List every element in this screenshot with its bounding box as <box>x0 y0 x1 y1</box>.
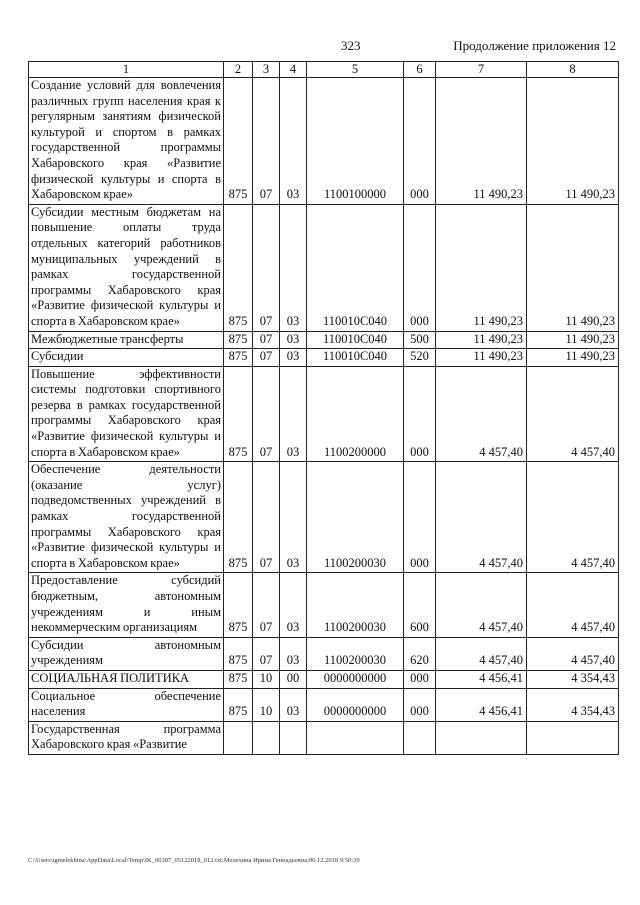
column-header: 1 <box>29 62 224 78</box>
column-header: 7 <box>436 62 527 78</box>
page-number: 323 <box>341 38 361 53</box>
amount-cell: 11 490,23 <box>527 349 619 367</box>
header-row <box>29 62 619 78</box>
target-article-cell: 1100200030 <box>307 462 404 573</box>
subsection-cell: 03 <box>280 349 307 367</box>
expense-type-cell <box>404 721 436 754</box>
expense-type-cell: 000 <box>404 688 436 721</box>
row-name-cell: СОЦИАЛЬНАЯ ПОЛИТИКА <box>29 670 224 688</box>
target-article-cell: 110010С040 <box>307 204 404 331</box>
amount-cell: 4 457,40 <box>436 462 527 573</box>
table-row <box>29 331 619 349</box>
amount-cell: 11 490,23 <box>436 349 527 367</box>
amount-cell <box>436 721 527 754</box>
table-row <box>29 366 619 462</box>
target-article-cell: 1100100000 <box>307 78 404 205</box>
row-name-cell: Социальное обеспечение населения <box>29 688 224 721</box>
grbs-cell: 875 <box>224 331 253 349</box>
table-row <box>29 462 619 573</box>
grbs-cell: 875 <box>224 637 253 670</box>
target-article-cell: 110010С040 <box>307 349 404 367</box>
amount-cell: 4 456,41 <box>436 688 527 721</box>
row-name-cell: Субсидии местным бюджетам на повышение оплаты труда отдельных категорий работников муниципальных учреждений в рамках государственной программы Хабаровского края «Развитие физической культуры и спорта в Хабаровском крае» <box>29 204 224 331</box>
subsection-cell: 00 <box>280 670 307 688</box>
section-cell: 07 <box>253 204 280 331</box>
target-article-cell: 1100200000 <box>307 366 404 462</box>
target-article-cell: 1100200030 <box>307 637 404 670</box>
footer-file-path: C:\Users\igmelekhina\AppData\Local\Temp\IK_00387_05122018_012.txt;Мелехина Ирина Геннадьевна;06.12.2018 9:50:39 <box>28 857 360 864</box>
row-name-cell: Межбюджетные трансферты <box>29 331 224 349</box>
expense-type-cell: 520 <box>404 349 436 367</box>
table-row <box>29 688 619 721</box>
section-cell: 07 <box>253 366 280 462</box>
amount-cell: 11 490,23 <box>436 204 527 331</box>
subsection-cell: 03 <box>280 331 307 349</box>
amount-cell: 4 457,40 <box>436 637 527 670</box>
section-cell: 07 <box>253 637 280 670</box>
amount-cell: 4 354,43 <box>527 670 619 688</box>
amount-cell: 4 457,40 <box>436 366 527 462</box>
expense-type-cell: 600 <box>404 573 436 637</box>
expense-type-cell: 500 <box>404 331 436 349</box>
expense-type-cell: 620 <box>404 637 436 670</box>
amount-cell: 4 457,40 <box>527 366 619 462</box>
section-cell: 07 <box>253 78 280 205</box>
section-cell: 10 <box>253 670 280 688</box>
subsection-cell: 03 <box>280 637 307 670</box>
row-name-cell: Субсидии <box>29 349 224 367</box>
column-header: 3 <box>253 62 280 78</box>
amount-cell: 4 457,40 <box>436 573 527 637</box>
table-row <box>29 637 619 670</box>
amount-cell: 11 490,23 <box>527 331 619 349</box>
column-header: 2 <box>224 62 253 78</box>
grbs-cell <box>224 721 253 754</box>
subsection-cell: 03 <box>280 573 307 637</box>
expense-type-cell: 000 <box>404 670 436 688</box>
subsection-cell <box>280 721 307 754</box>
subsection-cell: 03 <box>280 462 307 573</box>
grbs-cell: 875 <box>224 573 253 637</box>
table-row <box>29 78 619 205</box>
target-article-cell: 110010С040 <box>307 331 404 349</box>
amount-cell: 11 490,23 <box>436 78 527 205</box>
amount-cell: 4 457,40 <box>527 573 619 637</box>
section-cell: 10 <box>253 688 280 721</box>
expense-type-cell: 000 <box>404 78 436 205</box>
grbs-cell: 875 <box>224 366 253 462</box>
expense-type-cell: 000 <box>404 204 436 331</box>
target-article-cell <box>307 721 404 754</box>
column-header: 5 <box>307 62 404 78</box>
amount-cell: 4 354,43 <box>527 688 619 721</box>
subsection-cell: 03 <box>280 688 307 721</box>
table-row <box>29 573 619 637</box>
column-header: 6 <box>404 62 436 78</box>
table-row <box>29 721 619 754</box>
column-header: 4 <box>280 62 307 78</box>
grbs-cell: 875 <box>224 349 253 367</box>
table-row <box>29 670 619 688</box>
target-article-cell: 1100200030 <box>307 573 404 637</box>
expense-type-cell: 000 <box>404 366 436 462</box>
subsection-cell: 03 <box>280 366 307 462</box>
grbs-cell: 875 <box>224 78 253 205</box>
column-header: 8 <box>527 62 619 78</box>
grbs-cell: 875 <box>224 204 253 331</box>
grbs-cell: 875 <box>224 670 253 688</box>
grbs-cell: 875 <box>224 462 253 573</box>
expense-type-cell: 000 <box>404 462 436 573</box>
amount-cell <box>527 721 619 754</box>
grbs-cell: 875 <box>224 688 253 721</box>
amount-cell: 4 457,40 <box>527 462 619 573</box>
amount-cell: 4 457,40 <box>527 637 619 670</box>
section-cell: 07 <box>253 462 280 573</box>
row-name-cell: Государственная программа Хабаровского края «Развитие <box>29 721 224 754</box>
row-name-cell: Повышение эффективности системы подготовки спортивного резерва в рамках государственной программы Хабаровского края «Развитие физической культуры и спорта в Хабаровском крае» <box>29 366 224 462</box>
amount-cell: 11 490,23 <box>527 78 619 205</box>
table-row <box>29 349 619 367</box>
row-name-cell: Предоставление субсидий бюджетным, автономным учреждениям и иным некоммерческим организациям <box>29 573 224 637</box>
section-cell: 07 <box>253 331 280 349</box>
section-cell <box>253 721 280 754</box>
section-cell: 07 <box>253 573 280 637</box>
row-name-cell: Создание условий для вовлечения различных групп населения края к регулярным занятиям физической культурой и спортом в рамках государственной программы Хабаровского края «Развитие физической культуры и спорта в Хабаровском крае» <box>29 78 224 205</box>
row-name-cell: Субсидии автономным учреждениям <box>29 637 224 670</box>
target-article-cell: 0000000000 <box>307 688 404 721</box>
section-cell: 07 <box>253 349 280 367</box>
subsection-cell: 03 <box>280 78 307 205</box>
budget-table <box>28 61 619 755</box>
target-article-cell: 0000000000 <box>307 670 404 688</box>
continuation-label: Продолжение приложения 12 <box>453 38 616 53</box>
amount-cell: 4 456,41 <box>436 670 527 688</box>
row-name-cell: Обеспечение деятельности (оказание услуг) подведомственных учреждений в рамках государственной программы Хабаровского края «Развитие физической культуры и спорта в Хабаровском крае» <box>29 462 224 573</box>
amount-cell: 11 490,23 <box>527 204 619 331</box>
amount-cell: 11 490,23 <box>436 331 527 349</box>
table-body <box>29 78 619 755</box>
subsection-cell: 03 <box>280 204 307 331</box>
table-row <box>29 204 619 331</box>
